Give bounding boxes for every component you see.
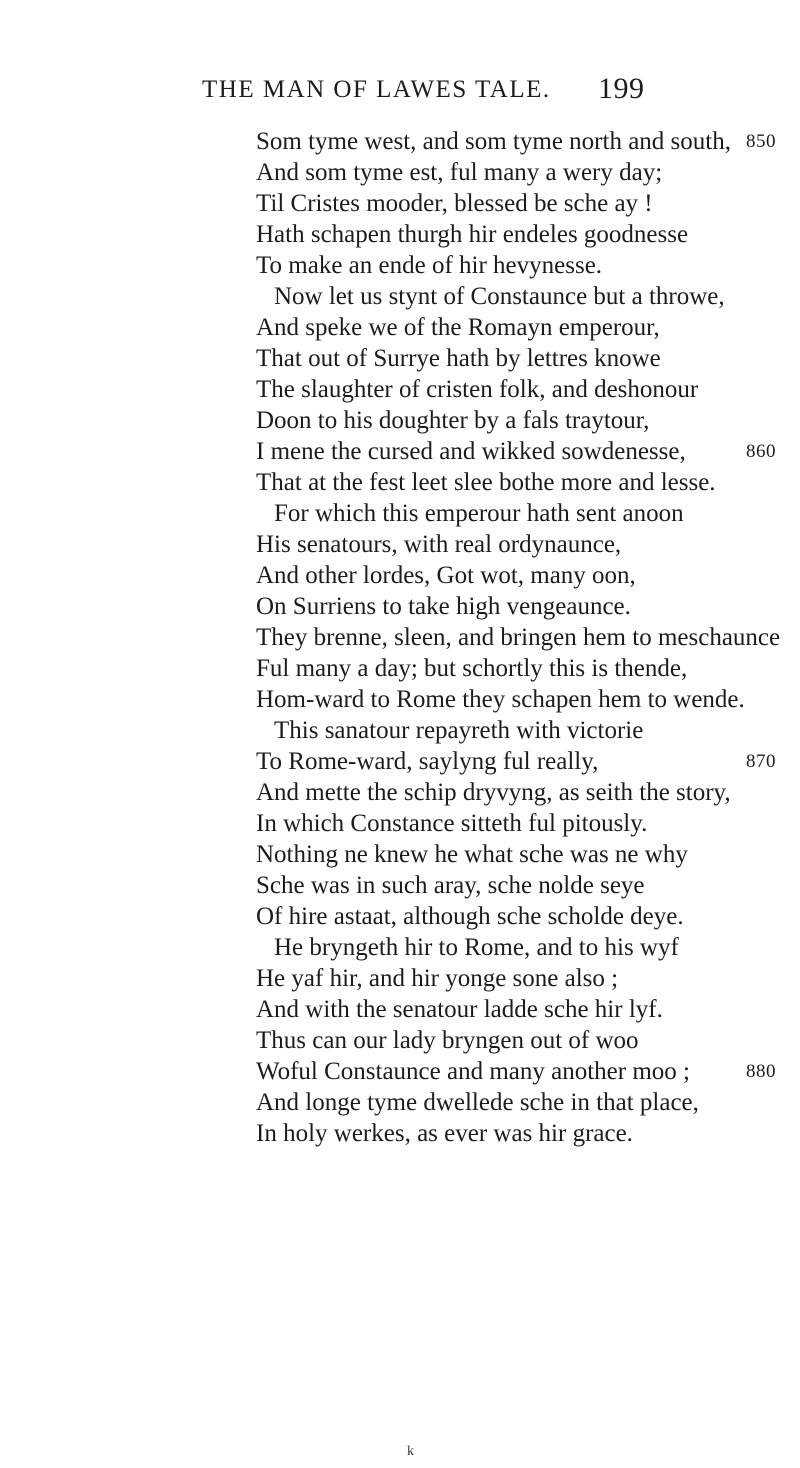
page-header — [0, 72, 800, 112]
verse-line — [0, 1025, 800, 1056]
page-number: 199 — [598, 72, 645, 105]
running-title: THE MAN OF LAWES TALE. — [202, 76, 551, 103]
verse-line-text: Til Cristes mooder, blessed be sche ay ! — [256, 190, 653, 217]
verse-line-text: The slaughter of cristen folk, and deshonour — [256, 376, 699, 403]
verse-line — [0, 560, 800, 591]
verse-line-text: I mene the cursed and wikked sowdenesse, — [256, 438, 686, 465]
verse-line — [0, 219, 800, 250]
verse-line — [0, 312, 800, 343]
verse-line — [0, 653, 800, 684]
verse-line-text: He yaf hir, and hir yonge sone also ; — [256, 965, 619, 992]
verse-line-text: This sanatour repayreth with victorie — [274, 717, 644, 744]
verse-line-text: And speke we of the Romayn emperour, — [256, 314, 660, 341]
verse-line — [0, 808, 800, 839]
verse-line — [0, 436, 800, 467]
verse-line — [0, 281, 800, 312]
verse-line — [0, 1056, 800, 1087]
line-number: 870 — [746, 751, 776, 772]
verse-line — [0, 715, 800, 746]
verse-text — [0, 126, 800, 1149]
line-number: 880 — [746, 1061, 776, 1082]
verse-line-text: In which Constance sitteth ful pitously. — [256, 810, 648, 837]
verse-line — [0, 250, 800, 281]
verse-line-text: Nothing ne knew he what sche was ne why — [256, 841, 688, 868]
verse-line-text: He bryngeth hir to Rome, and to his wyf — [274, 934, 679, 961]
verse-line — [0, 126, 800, 157]
verse-line-text: And longe tyme dwellede sche in that place, — [256, 1089, 699, 1116]
line-number: 850 — [746, 131, 776, 152]
verse-line-text: They brenne, sleen, and bringen hem to meschaunce — [256, 624, 781, 651]
verse-line-text: That out of Surrye hath by lettres knowe — [256, 345, 661, 372]
verse-line-text: For which this emperour hath sent anoon — [274, 500, 684, 527]
verse-line-text: To Rome-ward, saylyng ful really, — [256, 748, 599, 775]
verse-line — [0, 622, 800, 653]
verse-line — [0, 188, 800, 219]
verse-line — [0, 374, 800, 405]
verse-line-text: And other lordes, Got wot, many oon, — [256, 562, 636, 589]
verse-line — [0, 777, 800, 808]
verse-line — [0, 839, 800, 870]
verse-line-text: Thus can our lady bryngen out of woo — [256, 1027, 639, 1054]
verse-line-text: On Surriens to take high vengeaunce. — [256, 593, 631, 620]
verse-line-text: In holy werkes, as ever was hir grace. — [256, 1120, 633, 1147]
verse-line — [0, 591, 800, 622]
verse-line-text: And mette the schip dryvyng, as seith the story, — [256, 779, 731, 806]
verse-line-text: To make an ende of hir hevynesse. — [256, 252, 603, 279]
verse-line — [0, 901, 800, 932]
line-number: 860 — [746, 441, 776, 462]
verse-line-text: And with the senatour ladde sche hir lyf. — [256, 996, 663, 1023]
verse-line-text: Som tyme west, and som tyme north and south, — [256, 128, 731, 155]
verse-line-text: Of hire astaat, although sche scholde deye. — [256, 903, 684, 930]
verse-line-text: Woful Constaunce and many another moo ; — [256, 1058, 690, 1085]
verse-line-text: Hath schapen thurgh hir endeles goodnesse — [256, 221, 689, 248]
verse-line-text: Doon to his doughter by a fals traytour, — [256, 407, 650, 434]
verse-line — [0, 405, 800, 436]
printer-mark: k — [407, 1444, 414, 1459]
verse-line — [0, 343, 800, 374]
verse-line-text: Ful many a day; but schortly this is thende, — [256, 655, 688, 682]
verse-line — [0, 963, 800, 994]
verse-line — [0, 870, 800, 901]
verse-line — [0, 467, 800, 498]
verse-line-text: Hom-ward to Rome they schapen hem to wende. — [256, 686, 745, 713]
verse-line — [0, 157, 800, 188]
verse-line — [0, 1087, 800, 1118]
verse-line — [0, 684, 800, 715]
verse-line-text: And som tyme est, ful many a wery day; — [256, 159, 663, 186]
verse-line — [0, 932, 800, 963]
verse-line-text: That at the fest leet slee bothe more and lesse. — [256, 469, 716, 496]
verse-line — [0, 994, 800, 1025]
verse-line — [0, 498, 800, 529]
verse-line-text: Now let us stynt of Constaunce but a throwe, — [274, 283, 725, 310]
verse-line-text: His senatours, with real ordynaunce, — [256, 531, 622, 558]
verse-line — [0, 1118, 800, 1149]
verse-line-text: Sche was in such aray, sche nolde seye — [256, 872, 645, 899]
verse-line — [0, 746, 800, 777]
verse-line — [0, 529, 800, 560]
